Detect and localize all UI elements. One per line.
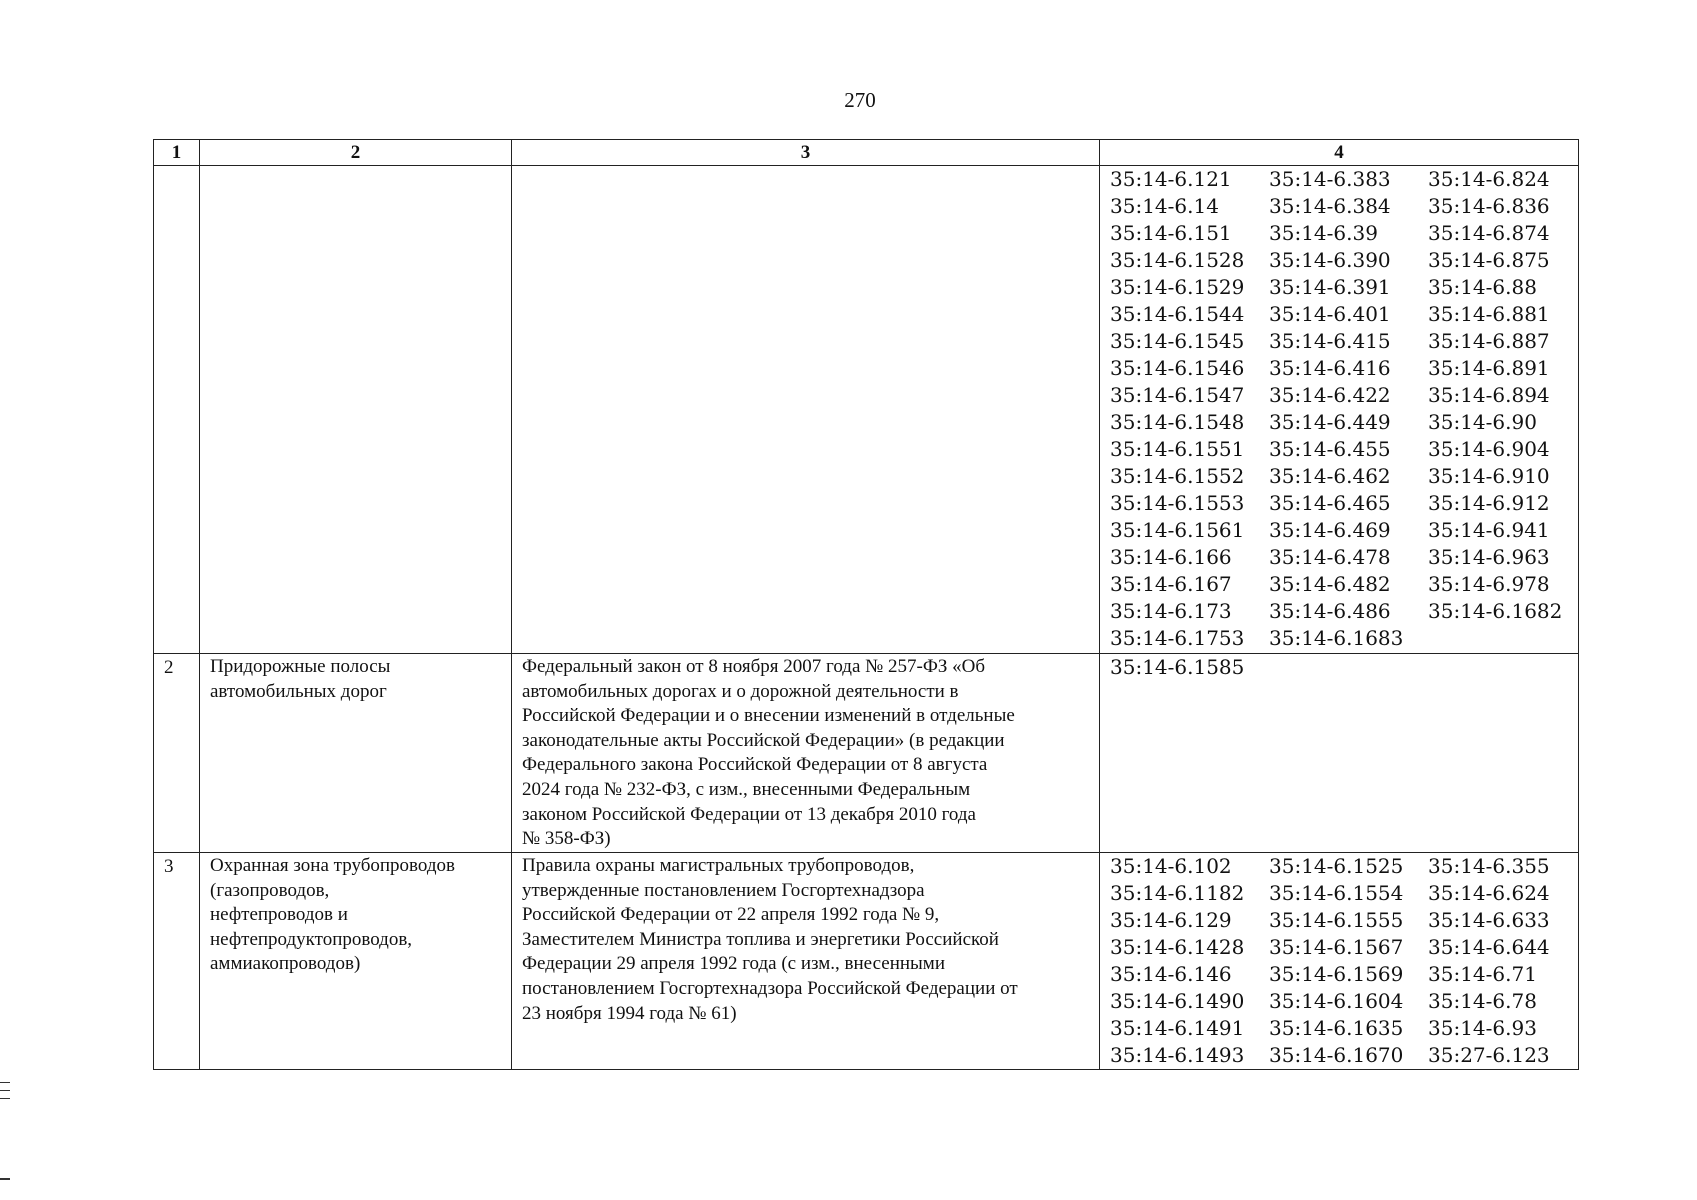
row-number: 3 [154, 853, 200, 1070]
cadastral-code: 35:14-6.167 [1110, 572, 1232, 596]
cadastral-code: 35:14-6.1555 [1269, 908, 1404, 932]
header-row [154, 140, 1579, 166]
cadastral-code: 35:14-6.1547 [1110, 383, 1245, 407]
cadastral-code: 35:14-6.391 [1269, 275, 1391, 299]
cadastral-code: 35:14-6.1428 [1110, 935, 1245, 959]
cadastral-code: 35:14-6.482 [1269, 572, 1391, 596]
cadastral-code: 35:14-6.633 [1428, 908, 1550, 932]
cadastral-code: 35:14-6.401 [1269, 302, 1391, 326]
cadastral-code: 35:14-6.78 [1428, 989, 1537, 1013]
cadastral-code: 35:14-6.422 [1269, 383, 1391, 407]
cadastral-code: 35:14-6.173 [1110, 599, 1232, 623]
cadastral-code: 35:14-6.1554 [1269, 881, 1404, 905]
cadastral-code: 35:14-6.465 [1269, 491, 1391, 515]
cadastral-code: 35:14-6.875 [1428, 248, 1550, 272]
zone-name [200, 166, 512, 654]
margin-mark [0, 1178, 10, 1180]
cadastral-code: 35:14-6.383 [1269, 167, 1391, 191]
cadastral-code: 35:14-6.874 [1428, 221, 1550, 245]
header-col-4: 4 [1100, 140, 1579, 166]
cadastral-code: 35:14-6.963 [1428, 545, 1550, 569]
cadastral-code: 35:14-6.384 [1269, 194, 1391, 218]
cadastral-code: 35:14-6.415 [1269, 329, 1391, 353]
cadastral-codes [1100, 853, 1579, 1070]
cadastral-code: 35:14-6.88 [1428, 275, 1537, 299]
cadastral-code: 35:14-6.1553 [1110, 491, 1245, 515]
cadastral-code: 35:14-6.151 [1110, 221, 1232, 245]
cadastral-code: 35:14-6.455 [1269, 437, 1391, 461]
cadastral-code: 35:14-6.14 [1110, 194, 1219, 218]
cadastral-code: 35:14-6.1544 [1110, 302, 1245, 326]
cadastral-code: 35:14-6.1567 [1269, 935, 1404, 959]
cadastral-code: 35:14-6.836 [1428, 194, 1550, 218]
header-col-3: 3 [512, 140, 1100, 166]
cadastral-code: 35:14-6.887 [1428, 329, 1550, 353]
cadastral-codes [1100, 654, 1579, 853]
cadastral-code: 35:14-6.416 [1269, 356, 1391, 380]
cadastral-code: 35:14-6.1569 [1269, 962, 1404, 986]
table-row [154, 166, 1579, 654]
cadastral-code: 35:14-6.1491 [1110, 1016, 1245, 1040]
cadastral-code: 35:14-6.1635 [1269, 1016, 1404, 1040]
cadastral-code: 35:14-6.129 [1110, 908, 1232, 932]
cadastral-code: 35:14-6.894 [1428, 383, 1550, 407]
cadastral-code: 35:14-6.904 [1428, 437, 1550, 461]
zone-name: Охранная зона трубопроводов (газопроводов, нефтепроводов и нефтепродуктопроводов, аммиакопроводов) [200, 853, 512, 1070]
cadastral-code: 35:14-6.1545 [1110, 329, 1245, 353]
cadastral-code: 35:14-6.1683 [1269, 626, 1404, 650]
cadastral-code: 35:14-6.1561 [1110, 518, 1245, 542]
row-number: 2 [154, 654, 200, 853]
cadastral-code: 35:14-6.102 [1110, 854, 1232, 878]
cadastral-code: 35:14-6.469 [1269, 518, 1391, 542]
header-col-2: 2 [200, 140, 512, 166]
cadastral-code: 35:14-6.93 [1428, 1016, 1537, 1040]
cadastral-code: 35:14-6.824 [1428, 167, 1550, 191]
cadastral-code: 35:14-6.1753 [1110, 626, 1245, 650]
cadastral-code: 35:14-6.146 [1110, 962, 1232, 986]
cadastral-code: 35:14-6.644 [1428, 935, 1550, 959]
code-grid [1110, 654, 1578, 681]
cadastral-code: 35:14-6.1585 [1110, 655, 1245, 679]
legal-basis [512, 166, 1100, 654]
cadastral-code: 35:14-6.166 [1110, 545, 1232, 569]
margin-mark [0, 1090, 10, 1091]
code-grid [1110, 853, 1578, 1069]
cadastral-code: 35:14-6.1604 [1269, 989, 1404, 1013]
margin-mark [0, 1098, 10, 1099]
cadastral-code: 35:14-6.978 [1428, 572, 1550, 596]
zones-table [153, 139, 1579, 1070]
cadastral-code: 35:14-6.1528 [1110, 248, 1245, 272]
cadastral-code: 35:14-6.1546 [1110, 356, 1245, 380]
cadastral-code: 35:14-6.1552 [1110, 464, 1245, 488]
zone-name: Придорожные полосы автомобильных дорог [200, 654, 512, 853]
cadastral-code: 35:14-6.881 [1428, 302, 1550, 326]
margin-mark [0, 1082, 10, 1083]
code-grid [1110, 166, 1578, 652]
cadastral-code: 35:14-6.912 [1428, 491, 1550, 515]
cadastral-code: 35:14-6.1670 [1269, 1043, 1404, 1067]
cadastral-code: 35:27-6.123 [1428, 1043, 1550, 1067]
cadastral-code: 35:14-6.486 [1269, 599, 1391, 623]
cadastral-code [1428, 625, 1578, 652]
cadastral-code: 35:14-6.462 [1269, 464, 1391, 488]
row-number [154, 166, 200, 654]
cadastral-code: 35:14-6.478 [1269, 545, 1391, 569]
cadastral-code: 35:14-6.390 [1269, 248, 1391, 272]
legal-basis: Правила охраны магистральных трубопроводов, утвержденные постановлением Госгортехнадзора Российской Федерации от 22 апреля 1992 года № 9, Заместителем Министра топлива и энергетики Российской Федерации 29 апреля 1992 года (с изм., внесенными постановлением Госгортехнадзора Российской Федерации от 23 ноября 1994 года № 61) [512, 853, 1100, 1070]
cadastral-code: 35:14-6.1490 [1110, 989, 1245, 1013]
cadastral-code: 35:14-6.891 [1428, 356, 1550, 380]
cadastral-code: 35:14-6.90 [1428, 410, 1537, 434]
cadastral-code: 35:14-6.1529 [1110, 275, 1245, 299]
cadastral-code: 35:14-6.624 [1428, 881, 1550, 905]
table-row [154, 853, 1579, 1070]
cadastral-code: 35:14-6.1525 [1269, 854, 1404, 878]
cadastral-code: 35:14-6.1182 [1110, 881, 1245, 905]
cadastral-code: 35:14-6.1493 [1110, 1043, 1245, 1067]
cadastral-code: 35:14-6.121 [1110, 167, 1232, 191]
header-col-1: 1 [154, 140, 200, 166]
cadastral-code: 35:14-6.1682 [1428, 599, 1563, 623]
cadastral-code: 35:14-6.1551 [1110, 437, 1245, 461]
cadastral-code: 35:14-6.39 [1269, 221, 1378, 245]
table-row [154, 654, 1579, 853]
legal-basis: Федеральный закон от 8 ноября 2007 года № 257-ФЗ «Об автомобильных дорогах и о дорожной деятельности в Российской Федерации и о внесении изменений в отдельные законодательные акты Российской Федерации» (в редакции Федерального закона Российской Федерации от 8 августа 2024 года № 232-ФЗ, с изм., внесенными Федеральным законом Российской Федерации от 13 декабря 2010 года № 358-ФЗ) [512, 654, 1100, 853]
cadastral-codes [1100, 166, 1579, 654]
cadastral-code: 35:14-6.71 [1428, 962, 1537, 986]
cadastral-code: 35:14-6.941 [1428, 518, 1550, 542]
cadastral-code: 35:14-6.355 [1428, 854, 1550, 878]
cadastral-code: 35:14-6.1548 [1110, 410, 1245, 434]
cadastral-code: 35:14-6.449 [1269, 410, 1391, 434]
cadastral-code: 35:14-6.910 [1428, 464, 1550, 488]
page-number: 270 [844, 88, 876, 112]
